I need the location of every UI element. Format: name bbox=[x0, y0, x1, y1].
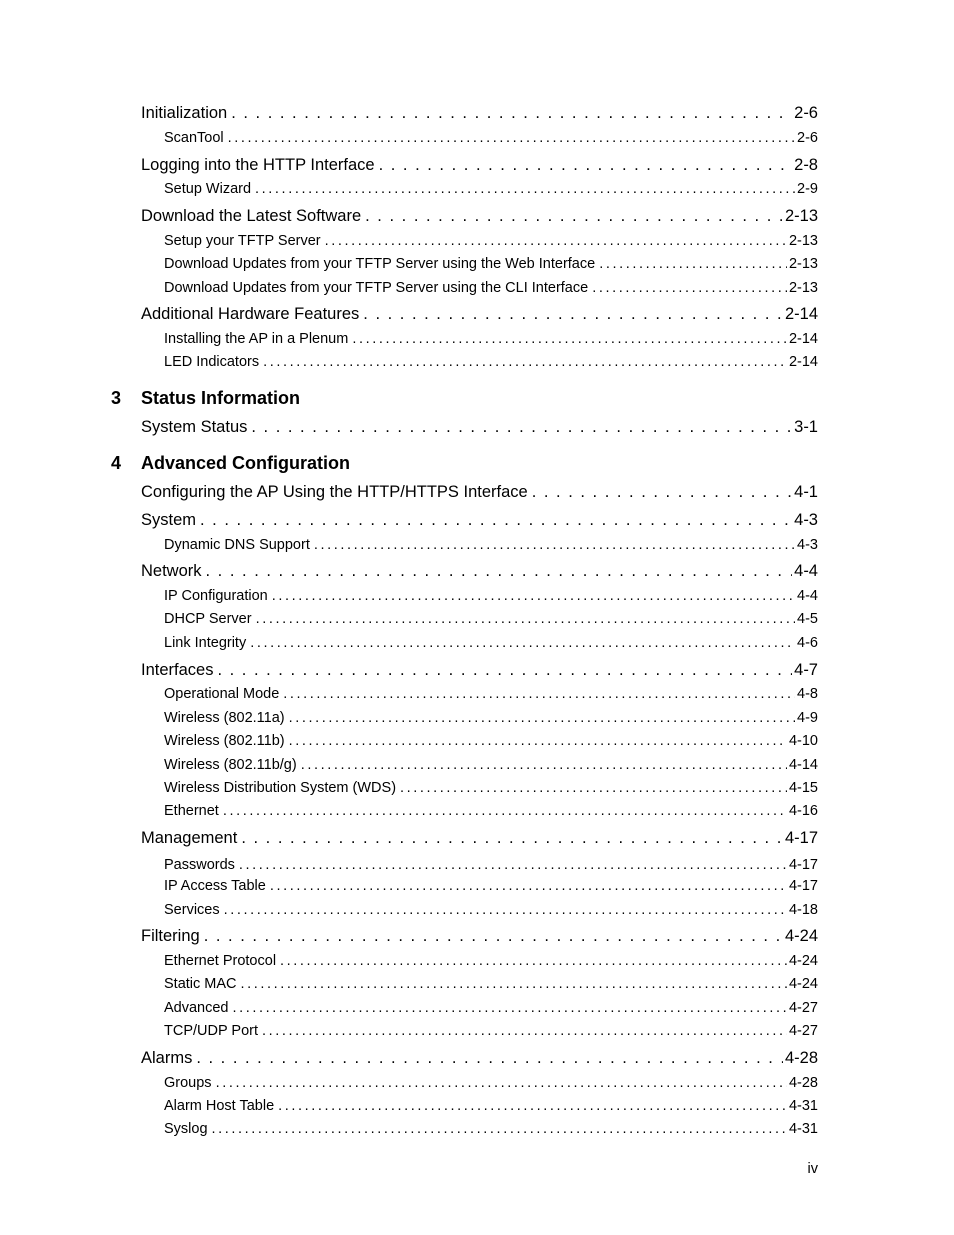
toc-subsection-entry[interactable] bbox=[164, 256, 818, 272]
dot-leader bbox=[233, 1000, 787, 1016]
dot-leader bbox=[365, 207, 783, 226]
toc-subsection-entry[interactable] bbox=[164, 635, 818, 651]
dot-leader bbox=[239, 857, 787, 873]
toc-entry-page: 4-17 bbox=[788, 857, 818, 873]
toc-subsection-entry[interactable] bbox=[164, 803, 818, 819]
toc-entry-page: 4-27 bbox=[788, 1023, 818, 1039]
toc-subsection-entry[interactable] bbox=[164, 1098, 818, 1114]
toc-entry-page: 2-13 bbox=[788, 280, 818, 296]
toc-entry-title: System bbox=[141, 511, 197, 529]
toc-entry-page: 2-9 bbox=[797, 181, 818, 197]
toc-section-entry[interactable] bbox=[141, 483, 818, 502]
dot-leader bbox=[250, 635, 795, 651]
toc-section-entry[interactable] bbox=[141, 207, 818, 226]
dot-leader bbox=[223, 803, 787, 819]
toc-subsection-entry[interactable] bbox=[164, 1000, 818, 1016]
dot-leader bbox=[212, 1121, 787, 1137]
toc-subsection-entry[interactable] bbox=[164, 878, 818, 894]
dot-leader bbox=[200, 511, 792, 530]
toc-entry-page: 3-1 bbox=[794, 418, 818, 436]
toc-entry-page: 4-10 bbox=[788, 733, 818, 749]
toc-entry-title: Static MAC bbox=[164, 976, 237, 992]
toc-entry-page: 4-7 bbox=[794, 661, 818, 679]
toc-entry-page: 2-6 bbox=[794, 104, 818, 122]
toc-subsection-entry[interactable] bbox=[164, 233, 818, 249]
dot-leader bbox=[280, 953, 787, 969]
toc-entry-title: IP Configuration bbox=[164, 588, 268, 604]
toc-entry-title: Download Updates from your TFTP Server using the Web Interface bbox=[164, 256, 596, 272]
dot-leader bbox=[262, 1023, 787, 1039]
toc-entry-title: DHCP Server bbox=[164, 611, 252, 627]
dot-leader bbox=[289, 710, 795, 726]
toc-entry-page: 4-14 bbox=[788, 757, 818, 773]
toc-entry-page: 4-3 bbox=[797, 537, 818, 553]
toc-entry-page: 4-16 bbox=[788, 803, 818, 819]
toc-entry-title: Alarms bbox=[141, 1049, 193, 1067]
toc-subsection-entry[interactable] bbox=[164, 331, 818, 347]
toc-entry-title: Configuring the AP Using the HTTP/HTTPS Interface bbox=[141, 483, 528, 501]
dot-leader bbox=[352, 331, 787, 347]
toc-entry-title: Dynamic DNS Support bbox=[164, 537, 310, 553]
toc-section-entry[interactable] bbox=[141, 562, 818, 581]
chapter-number: 4 bbox=[111, 453, 122, 473]
toc-entry-title: Ethernet bbox=[164, 803, 219, 819]
dot-leader bbox=[301, 757, 787, 773]
dot-leader bbox=[592, 280, 787, 296]
toc-subsection-entry[interactable] bbox=[164, 588, 818, 604]
toc-entry-page: 4-31 bbox=[788, 1098, 818, 1114]
toc-entry-title: ScanTool bbox=[164, 130, 224, 146]
toc-subsection-entry[interactable] bbox=[164, 733, 818, 749]
toc-entry-page: 4-27 bbox=[788, 1000, 818, 1016]
toc-subsection-entry[interactable] bbox=[164, 1121, 818, 1137]
toc-entry-title: Interfaces bbox=[141, 661, 214, 679]
toc-subsection-entry[interactable] bbox=[164, 710, 818, 726]
toc-entry-page: 4-18 bbox=[788, 902, 818, 918]
toc-subsection-entry[interactable] bbox=[164, 130, 818, 146]
toc-entry-page: 4-4 bbox=[794, 562, 818, 580]
toc-entry-page: 4-24 bbox=[788, 953, 818, 969]
toc-subsection-entry[interactable] bbox=[164, 280, 818, 296]
toc-section-entry[interactable] bbox=[141, 418, 818, 437]
toc-entry-title: Download Updates from your TFTP Server using the CLI Interface bbox=[164, 280, 589, 296]
dot-leader bbox=[224, 902, 787, 918]
dot-leader bbox=[206, 562, 793, 581]
toc-entry-title: LED Indicators bbox=[164, 354, 260, 370]
toc-subsection-entry[interactable] bbox=[164, 780, 818, 796]
dot-leader bbox=[263, 354, 787, 370]
toc-entry-page: 4-9 bbox=[797, 710, 818, 726]
toc-entry-title: Wireless (802.11a) bbox=[164, 710, 285, 726]
toc-section-entry[interactable] bbox=[141, 829, 818, 848]
dot-leader bbox=[216, 1075, 787, 1091]
toc-entry-title: TCP/UDP Port bbox=[164, 1023, 259, 1039]
toc-entry-title: Setup Wizard bbox=[164, 181, 252, 197]
toc-section-entry[interactable] bbox=[141, 104, 818, 123]
dot-leader bbox=[251, 418, 792, 437]
toc-entry-title: Link Integrity bbox=[164, 635, 247, 651]
toc-subsection-entry[interactable] bbox=[164, 976, 818, 992]
chapter-number: 3 bbox=[111, 388, 122, 408]
toc-entry-page: 4-3 bbox=[794, 511, 818, 529]
dot-leader bbox=[314, 537, 795, 553]
dot-leader bbox=[532, 483, 792, 502]
dot-leader bbox=[196, 1049, 783, 1068]
toc-subsection-entry[interactable] bbox=[164, 953, 818, 969]
toc-entry-title: Logging into the HTTP Interface bbox=[141, 156, 375, 174]
page-number: iv bbox=[807, 1161, 818, 1177]
toc-entry-title: Additional Hardware Features bbox=[141, 305, 360, 323]
dot-leader bbox=[241, 829, 783, 848]
dot-leader bbox=[241, 976, 787, 992]
dot-leader bbox=[231, 104, 792, 123]
toc-entry-title: Ethernet Protocol bbox=[164, 953, 277, 969]
toc-subsection-entry[interactable] bbox=[164, 902, 818, 918]
toc-entry-title: Network bbox=[141, 562, 202, 580]
toc-entry-page: 4-31 bbox=[788, 1121, 818, 1137]
toc-entry-title: Setup your TFTP Server bbox=[164, 233, 321, 249]
toc-entry-title: Passwords bbox=[164, 857, 235, 873]
toc-subsection-entry[interactable] bbox=[164, 181, 818, 197]
toc-section-entry[interactable] bbox=[141, 305, 818, 324]
toc-subsection-entry[interactable] bbox=[164, 537, 818, 553]
dot-leader bbox=[379, 156, 793, 175]
toc-entry-page: 4-8 bbox=[797, 686, 818, 702]
dot-leader bbox=[400, 780, 787, 796]
toc-subsection-entry[interactable] bbox=[164, 757, 818, 773]
toc-subsection-entry[interactable] bbox=[164, 857, 818, 873]
dot-leader bbox=[255, 181, 795, 197]
toc-entry-title: Filtering bbox=[141, 927, 200, 945]
dot-leader bbox=[270, 878, 787, 894]
toc-section-entry[interactable] bbox=[141, 661, 818, 680]
toc-entry-page: 4-17 bbox=[788, 878, 818, 894]
toc-entry-title: Initialization bbox=[141, 104, 228, 122]
toc-entry-title: Groups bbox=[164, 1075, 212, 1091]
toc-entry-title: Download the Latest Software bbox=[141, 207, 362, 225]
toc-entry-title: Services bbox=[164, 902, 220, 918]
toc-subsection-entry[interactable] bbox=[164, 686, 818, 702]
toc-entry-page: 4-24 bbox=[784, 927, 818, 945]
toc-section-entry[interactable] bbox=[141, 156, 818, 175]
toc-entry-page: 4-1 bbox=[794, 483, 818, 501]
toc-entry-page: 4-17 bbox=[784, 829, 818, 847]
toc-entry-page: 2-14 bbox=[784, 305, 818, 323]
toc-entry-title: Advanced bbox=[164, 1000, 229, 1016]
dot-leader bbox=[228, 130, 795, 146]
dot-leader bbox=[204, 927, 783, 946]
toc-entry-page: 2-13 bbox=[788, 256, 818, 272]
dot-leader bbox=[217, 661, 792, 680]
toc-section-entry[interactable] bbox=[141, 1049, 818, 1068]
toc-entry-title: System Status bbox=[141, 418, 248, 436]
toc-section-entry[interactable] bbox=[141, 511, 818, 530]
toc-subsection-entry[interactable] bbox=[164, 1075, 818, 1091]
toc-entry-page: 4-28 bbox=[784, 1049, 818, 1067]
toc-entry-title: Installing the AP in a Plenum bbox=[164, 331, 349, 347]
toc-entry-page: 2-8 bbox=[794, 156, 818, 174]
toc-entry-page: 2-13 bbox=[788, 233, 818, 249]
toc-entry-page: 4-4 bbox=[797, 588, 818, 604]
toc-subsection-entry[interactable] bbox=[164, 611, 818, 627]
dot-leader bbox=[278, 1098, 787, 1114]
dot-leader bbox=[283, 686, 795, 702]
toc-entry-page: 4-6 bbox=[797, 635, 818, 651]
chapter-heading bbox=[111, 453, 350, 474]
toc-entry-page: 2-14 bbox=[788, 331, 818, 347]
toc-subsection-entry[interactable] bbox=[164, 1023, 818, 1039]
toc-entry-page: 4-24 bbox=[788, 976, 818, 992]
toc-section-entry[interactable] bbox=[141, 927, 818, 946]
toc-entry-title: Operational Mode bbox=[164, 686, 280, 702]
toc-entry-page: 2-6 bbox=[797, 130, 818, 146]
dot-leader bbox=[599, 256, 787, 272]
chapter-title: Status Information bbox=[141, 388, 301, 408]
toc-entry-title: Wireless Distribution System (WDS) bbox=[164, 780, 397, 796]
toc-subsection-entry[interactable] bbox=[164, 354, 818, 370]
toc-entry-page: 2-14 bbox=[788, 354, 818, 370]
toc-entry-title: Syslog bbox=[164, 1121, 208, 1137]
dot-leader bbox=[272, 588, 795, 604]
toc-entry-title: Alarm Host Table bbox=[164, 1098, 275, 1114]
toc-entry-page: 4-28 bbox=[788, 1075, 818, 1091]
toc-entry-page: 2-13 bbox=[784, 207, 818, 225]
chapter-title: Advanced Configuration bbox=[141, 453, 351, 473]
toc-entry-title: IP Access Table bbox=[164, 878, 266, 894]
dot-leader bbox=[325, 233, 787, 249]
dot-leader bbox=[363, 305, 783, 324]
toc-entry-title: Management bbox=[141, 829, 238, 847]
chapter-heading bbox=[111, 388, 300, 409]
dot-leader bbox=[256, 611, 795, 627]
toc-entry-page: 4-15 bbox=[788, 780, 818, 796]
toc-entry-title: Wireless (802.11b/g) bbox=[164, 757, 297, 773]
toc-entry-page: 4-5 bbox=[797, 611, 818, 627]
toc-entry-title: Wireless (802.11b) bbox=[164, 733, 285, 749]
dot-leader bbox=[289, 733, 787, 749]
